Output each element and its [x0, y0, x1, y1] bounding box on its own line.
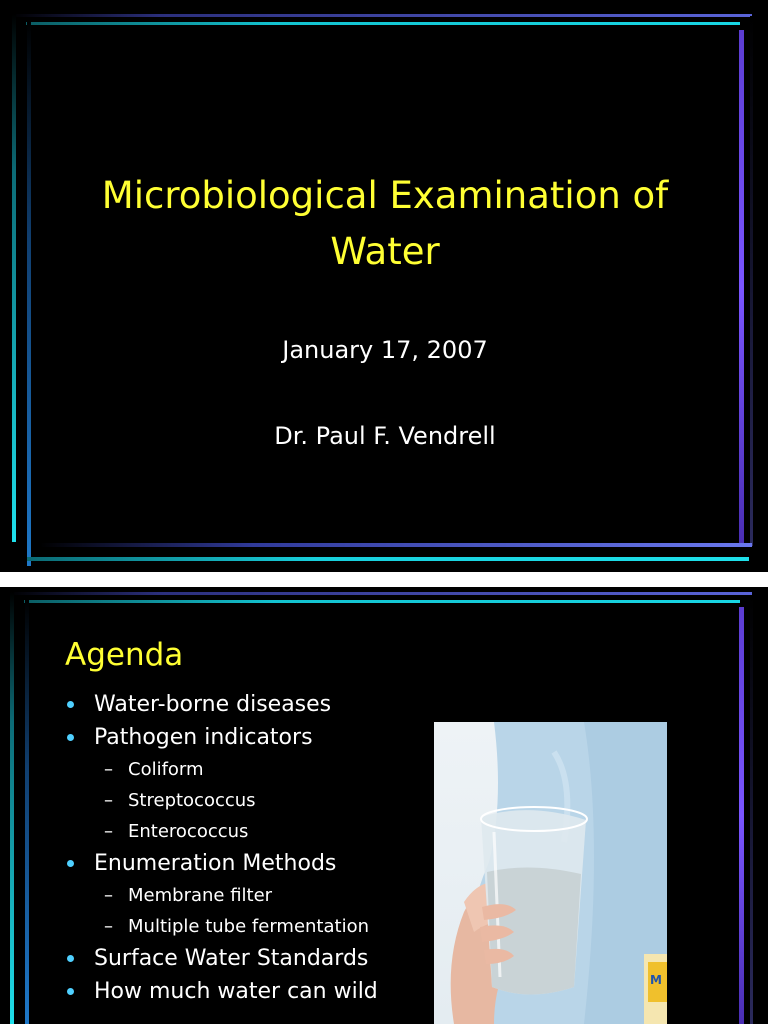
svg-text:M: M	[650, 973, 662, 987]
agenda-bullet-item	[66, 847, 378, 880]
agenda-list	[66, 688, 378, 1008]
frame-line-right-dark	[750, 595, 753, 1024]
frame-line-left-cyan	[10, 592, 14, 1024]
agenda-item-text: Pathogen indicators	[94, 725, 313, 750]
hand-holding-water-glass-icon	[434, 722, 667, 1024]
dash-icon: –	[104, 916, 113, 937]
agenda-item-text: Multiple tube fermentation	[128, 916, 369, 937]
frame-line-left-cyan	[12, 14, 16, 542]
bullet-dot-icon	[67, 988, 74, 995]
dash-icon: –	[104, 759, 113, 780]
agenda-title: Agenda	[65, 637, 184, 673]
frame-line-bottom-cyan	[27, 557, 749, 561]
agenda-bullet-item	[66, 688, 378, 721]
agenda-bullet-item	[66, 721, 378, 754]
agenda-item-text: Coliform	[128, 759, 204, 780]
frame-line-left-blue	[27, 22, 31, 566]
bullet-dot-icon	[67, 955, 74, 962]
frame-line-top-purple	[10, 592, 752, 595]
dash-icon: –	[104, 821, 113, 842]
agenda-item-text: Membrane filter	[128, 885, 273, 906]
agenda-item-text: Enumeration Methods	[94, 851, 337, 876]
frame-line-right-dark	[750, 16, 753, 546]
frame-line-right-purple	[739, 607, 744, 1024]
agenda-item-text: Streptococcus	[128, 790, 256, 811]
slide-separator	[0, 572, 768, 587]
agenda-sub-item	[66, 911, 378, 942]
agenda-sub-item	[66, 754, 378, 785]
frame-line-top-cyan	[24, 600, 740, 603]
bullet-dot-icon	[67, 701, 74, 708]
agenda-bullet-item	[66, 942, 378, 975]
presentation-date: January 17, 2007	[282, 336, 488, 364]
bullet-dot-icon	[67, 734, 74, 741]
frame-line-bottom-purple	[40, 543, 752, 547]
agenda-item-text: How much water can wild	[94, 979, 378, 1004]
agenda-item-text: Enterococcus	[128, 821, 249, 842]
agenda-bullet-item	[66, 975, 378, 1008]
water-glass-photo	[434, 722, 667, 1024]
frame-line-right-purple	[739, 30, 744, 544]
agenda-sub-item	[66, 785, 378, 816]
frame-line-left-blue	[25, 600, 29, 1024]
frame-line-top-cyan	[26, 22, 740, 25]
agenda-sub-item	[66, 880, 378, 911]
agenda-item-text: Water-borne diseases	[94, 692, 332, 717]
dash-icon: –	[104, 885, 113, 906]
dash-icon: –	[104, 790, 113, 811]
slide-title: Microbiological Examination of Water	[101, 174, 669, 273]
frame-line-top-purple	[12, 14, 752, 17]
agenda-sub-item	[66, 816, 378, 847]
bullet-dot-icon	[67, 860, 74, 867]
agenda-item-text: Surface Water Standards	[94, 946, 369, 971]
presenter-name: Dr. Paul F. Vendrell	[274, 422, 496, 450]
